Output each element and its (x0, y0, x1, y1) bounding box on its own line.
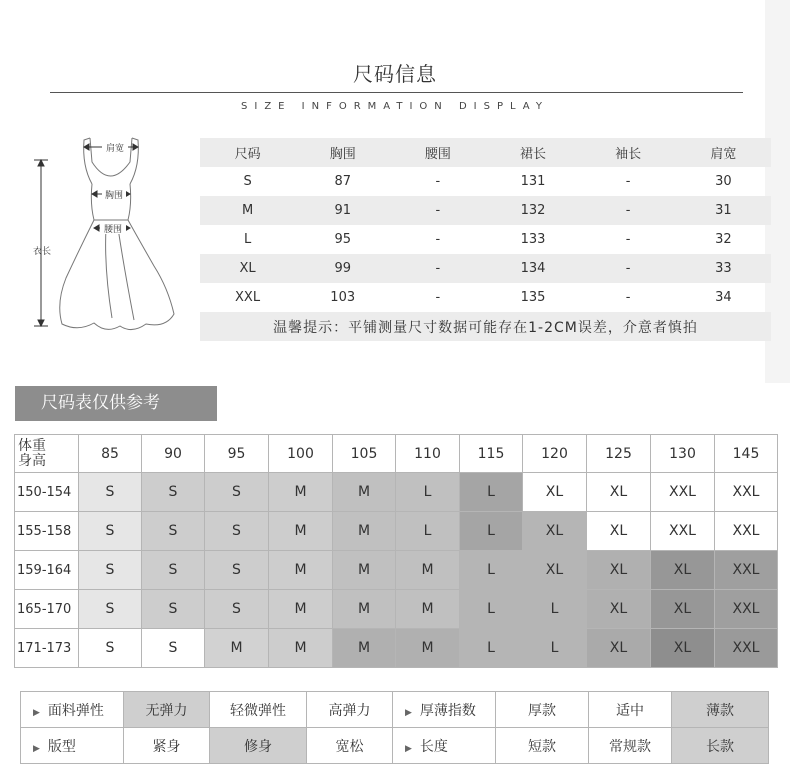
size-info-row (200, 167, 771, 196)
measurement-note: 温馨提示：平铺测量尺寸数据可能存在1-2CM误差，介意者慎拍 (200, 312, 771, 341)
size-cell: M (269, 473, 333, 512)
size-cell: L (396, 473, 460, 512)
grid-row (15, 629, 778, 668)
cell: 31 (676, 196, 771, 225)
size-info-header-row (200, 138, 771, 167)
size-cell: XL (651, 629, 715, 668)
size-cell: S (79, 551, 142, 590)
corner-height-label: 身高 (18, 452, 46, 469)
weight-header: 100 (269, 435, 333, 473)
size-info-row (200, 254, 771, 283)
size-reference-grid (14, 434, 778, 668)
size-cell: M (396, 629, 460, 668)
cell: - (435, 290, 441, 305)
waist-label: 腰围 (103, 225, 123, 235)
size-cell: L (523, 629, 587, 668)
size-cell: XXL (651, 512, 715, 551)
col-header: 裙长 (485, 138, 580, 167)
col-header: 尺码 (200, 138, 295, 167)
cell: 134 (485, 254, 580, 283)
size-cell: L (460, 551, 523, 590)
cell: 32 (715, 232, 732, 247)
reference-banner: 尺码表仅供参考 (15, 386, 217, 421)
attribute-option: 短款 (496, 728, 589, 764)
size-cell: S (79, 590, 142, 629)
triangle-icon: ▶ (33, 707, 40, 718)
attribute-label-text: 长度 (419, 738, 448, 755)
attribute-option: 轻微弹性 (210, 692, 307, 728)
corner-weight-label: 体重 (18, 437, 46, 454)
cell: 33 (676, 254, 771, 283)
attribute-label (21, 692, 124, 728)
size-cell: L (523, 590, 587, 629)
size-cell: XL (587, 551, 651, 590)
page-title: 尺码信息 (353, 62, 437, 86)
size-cell: S (205, 473, 269, 512)
size-cell: M (333, 551, 396, 590)
cell: XL (200, 254, 295, 283)
cell: - (625, 232, 631, 247)
size-cell: L (460, 473, 523, 512)
attribute-label (393, 692, 496, 728)
height-range-label: 159-164 (15, 551, 79, 590)
size-cell: XXL (715, 512, 778, 551)
cell: S (243, 174, 252, 189)
size-cell: S (79, 512, 142, 551)
weight-header: 120 (523, 435, 587, 473)
attribute-option: 宽松 (307, 728, 393, 764)
weight-header: 110 (396, 435, 460, 473)
shoulder-label: 肩宽 (105, 144, 125, 154)
height-range-label: 150-154 (15, 473, 79, 512)
cell: 91 (295, 196, 390, 225)
size-cell: M (269, 590, 333, 629)
attribute-label-text: 面料弹性 (47, 702, 104, 719)
size-cell: M (333, 473, 396, 512)
size-cell: S (79, 629, 142, 668)
size-cell: XXL (715, 473, 778, 512)
weight-header: 90 (142, 435, 205, 473)
fabric-row (21, 728, 769, 764)
size-cell: M (205, 629, 269, 668)
weight-header: 105 (333, 435, 396, 473)
col-header: 胸围 (295, 138, 390, 167)
grid-row (15, 551, 778, 590)
size-info-row (200, 196, 771, 225)
attribute-label (393, 728, 496, 764)
size-cell: XL (523, 512, 587, 551)
size-cell: S (79, 473, 142, 512)
fabric-fit-table (20, 691, 769, 764)
size-cell: XL (651, 590, 715, 629)
weight-header: 130 (651, 435, 715, 473)
size-cell: M (269, 629, 333, 668)
size-cell: S (205, 512, 269, 551)
grid-row (15, 512, 778, 551)
height-range-label: 165-170 (15, 590, 79, 629)
cell: - (581, 196, 676, 225)
cell: - (390, 254, 485, 283)
page-subtitle: SIZE INFORMATION DISPLAY (241, 101, 549, 112)
bust-label: 胸围 (104, 191, 124, 201)
size-cell: XXL (715, 590, 778, 629)
attribute-option: 适中 (589, 692, 672, 728)
attribute-option: 厚款 (496, 692, 589, 728)
cell: 132 (485, 196, 580, 225)
cell: L (243, 232, 252, 247)
attribute-option: 无弹力 (124, 692, 210, 728)
size-cell: L (396, 512, 460, 551)
dress-measurement-illustration (20, 128, 200, 338)
size-cell: XL (587, 590, 651, 629)
grid-row (15, 590, 778, 629)
weight-header: 145 (715, 435, 778, 473)
size-cell: S (142, 629, 205, 668)
size-cell: XXL (715, 551, 778, 590)
size-cell: L (460, 629, 523, 668)
size-info-row (200, 225, 771, 254)
weight-header: 115 (460, 435, 523, 473)
attribute-option: 常规款 (589, 728, 672, 764)
cell: 133 (520, 232, 546, 247)
attribute-option: 修身 (210, 728, 307, 764)
cell: 87 (334, 174, 351, 189)
size-cell: L (460, 512, 523, 551)
cell: 131 (520, 174, 546, 189)
cell: 34 (715, 290, 732, 305)
col-header: 袖长 (581, 138, 676, 167)
cell: 99 (295, 254, 390, 283)
weight-header: 125 (587, 435, 651, 473)
cell: 95 (334, 232, 351, 247)
size-cell: XL (587, 629, 651, 668)
size-cell: XL (587, 512, 651, 551)
size-cell: M (396, 551, 460, 590)
size-cell: M (269, 551, 333, 590)
size-cell: M (333, 590, 396, 629)
attribute-option: 长款 (672, 728, 769, 764)
height-range-label: 171-173 (15, 629, 79, 668)
height-range-label: 155-158 (15, 512, 79, 551)
cell: 30 (715, 174, 732, 189)
col-header: 肩宽 (676, 138, 771, 167)
cell: - (581, 254, 676, 283)
attribute-label (21, 728, 124, 764)
size-cell: XXL (715, 629, 778, 668)
cell: - (435, 232, 441, 247)
title-divider (50, 92, 743, 93)
size-cell: M (396, 590, 460, 629)
cell: 135 (520, 290, 546, 305)
size-cell: S (142, 512, 205, 551)
cell: XXL (235, 290, 261, 305)
cell: - (625, 290, 631, 305)
size-cell: S (142, 551, 205, 590)
size-info-note-row (200, 312, 771, 341)
size-cell: M (333, 629, 396, 668)
size-cell: XL (523, 473, 587, 512)
fabric-row (21, 692, 769, 728)
size-cell: XL (651, 551, 715, 590)
size-cell: S (205, 590, 269, 629)
col-header: 腰围 (390, 138, 485, 167)
size-info-table (200, 138, 771, 341)
grid-row (15, 473, 778, 512)
size-cell: M (333, 512, 396, 551)
attribute-label-text: 厚薄指数 (419, 702, 476, 719)
cell: - (625, 174, 631, 189)
size-cell: S (142, 590, 205, 629)
size-cell: XL (587, 473, 651, 512)
attribute-option: 薄款 (672, 692, 769, 728)
length-label: 衣长 (32, 247, 52, 257)
weight-header: 95 (205, 435, 269, 473)
size-cell: S (205, 551, 269, 590)
attribute-option: 紧身 (124, 728, 210, 764)
size-cell: M (269, 512, 333, 551)
cell: - (435, 174, 441, 189)
size-cell: XXL (651, 473, 715, 512)
size-info-row (200, 283, 771, 312)
grid-corner (15, 435, 79, 473)
grid-header-row (15, 435, 778, 473)
weight-header: 85 (79, 435, 142, 473)
triangle-icon: ▶ (405, 707, 412, 718)
cell: M (200, 196, 295, 225)
size-cell: XL (523, 551, 587, 590)
size-cell: S (142, 473, 205, 512)
triangle-icon: ▶ (33, 743, 40, 754)
attribute-option: 高弹力 (307, 692, 393, 728)
triangle-icon: ▶ (405, 743, 412, 754)
cell: - (390, 196, 485, 225)
cell: 103 (330, 290, 356, 305)
attribute-label-text: 版型 (47, 738, 76, 755)
size-cell: L (460, 590, 523, 629)
